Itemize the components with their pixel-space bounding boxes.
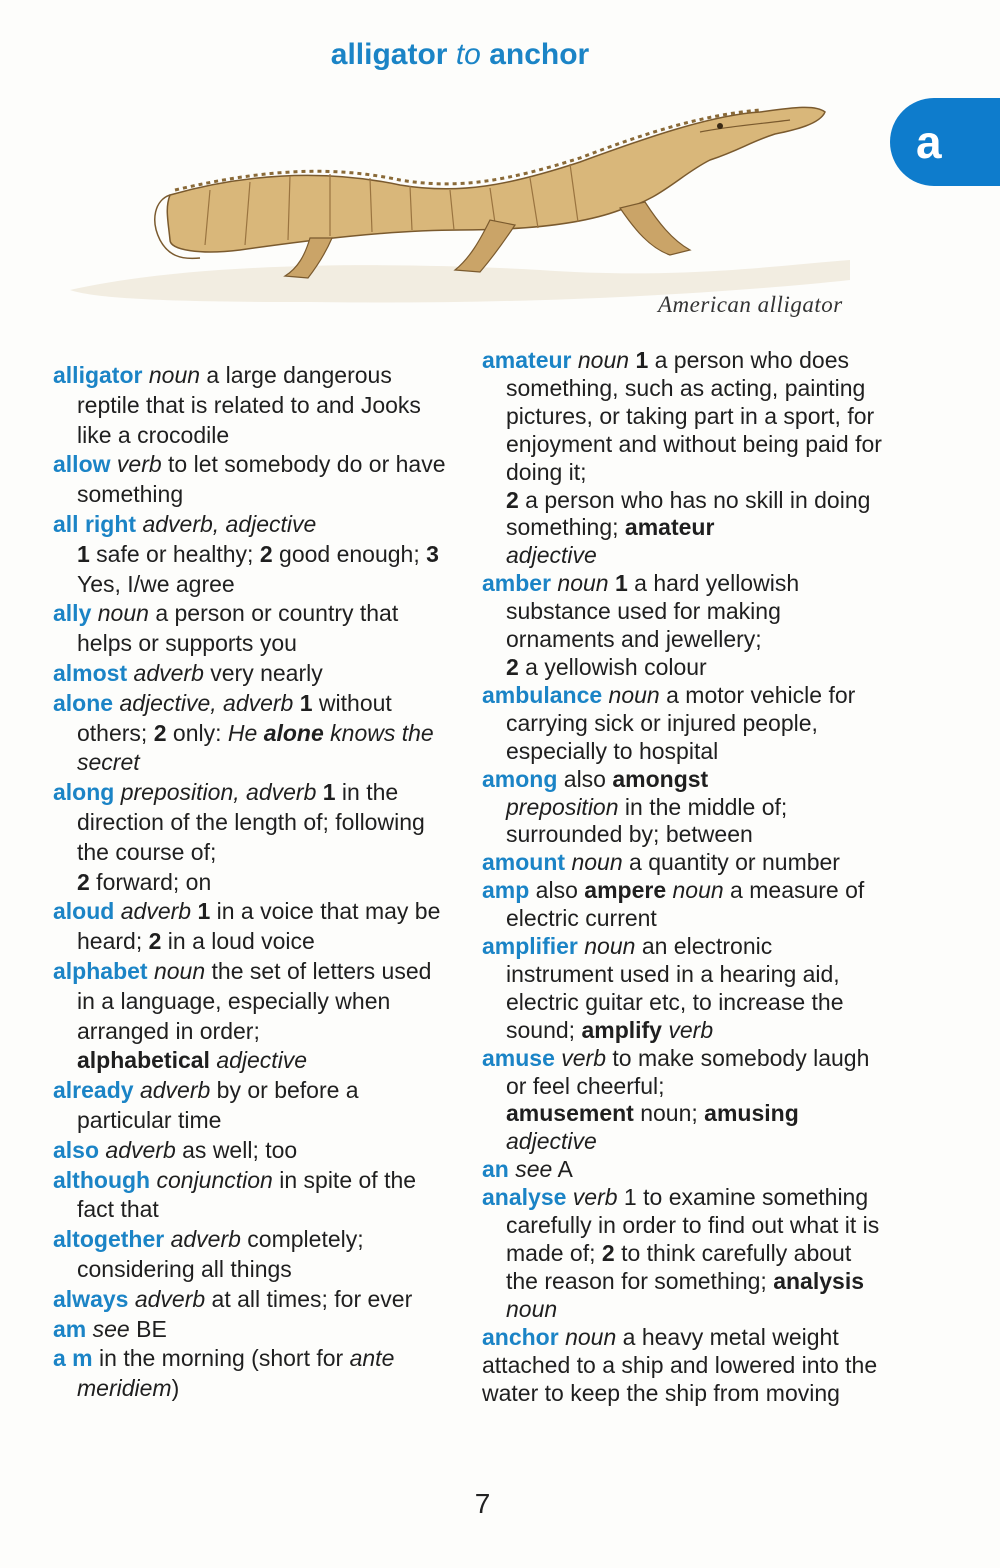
headword: all right	[53, 510, 137, 537]
part-of-speech: noun	[147, 957, 206, 984]
part-of-speech: verb	[566, 1184, 618, 1211]
dictionary-entry	[53, 1166, 453, 1226]
part-of-speech: adverb	[114, 898, 192, 925]
part-of-speech: verb	[661, 1016, 714, 1043]
definition-text: noun;	[633, 1100, 705, 1127]
example-text: He	[227, 719, 264, 746]
headword: amp	[482, 877, 530, 904]
headword: aloud	[53, 898, 115, 925]
definition-text: only:	[166, 719, 228, 746]
headword: alligator	[53, 362, 143, 388]
example-emphasis: alone	[263, 719, 324, 746]
definition-text: in a loud voice	[161, 928, 315, 955]
bold-term: 1	[322, 779, 336, 806]
definition-text: a yellowish colour	[518, 653, 707, 680]
definition-text: in a voice that may be heard;	[77, 898, 441, 955]
part-of-speech: noun	[558, 1323, 617, 1350]
headword: already	[53, 1077, 134, 1104]
bold-term: amplify	[581, 1016, 662, 1043]
bold-term: amusement	[506, 1100, 634, 1127]
part-of-speech: noun	[666, 877, 724, 904]
part-of-speech: noun	[506, 1295, 558, 1322]
definition-text: a motor vehicle for carrying sick or injured people, especially to hospital	[506, 681, 856, 764]
illustration-caption: American alligator	[658, 292, 843, 317]
definition-text: 1 to examine something carefully in order to find out what it is made of;	[506, 1184, 880, 1266]
definition-text: forward; on	[89, 868, 212, 895]
bold-term: 3	[426, 540, 439, 567]
bold-term: 1	[77, 540, 90, 567]
dictionary-entry	[482, 682, 882, 766]
part-of-speech: adverb	[99, 1136, 176, 1163]
part-of-speech: preposition, adverb	[114, 779, 317, 806]
headword: almost	[53, 659, 128, 686]
dictionary-entry	[53, 689, 453, 778]
definition-text: a large dangerous reptile that is related to and Jooks like a crocodile	[77, 362, 421, 448]
headword: alphabet	[53, 957, 148, 984]
part-of-speech: adverb	[128, 1285, 206, 1312]
bold-term: ampere	[584, 877, 667, 904]
definition-text: in spite of the fact that	[77, 1166, 417, 1223]
definition-text: as well; too	[175, 1136, 298, 1163]
bold-term: amongst	[612, 765, 709, 792]
bold-term: 2	[601, 1240, 615, 1266]
bold-term: analysis	[773, 1267, 865, 1294]
bold-term: 2	[153, 719, 167, 746]
definition-text: )	[171, 1375, 180, 1402]
part-of-speech: noun	[91, 600, 149, 627]
definition-text: a hard yellowish substance used for making ornaments and jewellery;	[506, 570, 800, 653]
definition-text: a quantity or number	[622, 849, 840, 876]
dictionary-entry	[53, 1076, 453, 1136]
bold-term: 1	[197, 898, 211, 925]
definition-text: at all times; for ever	[205, 1285, 413, 1312]
definition-text: to think carefully about the reason for something;	[506, 1240, 852, 1294]
bold-term: 2	[259, 540, 273, 567]
definition-text: in the morning (short for	[92, 1345, 350, 1372]
dictionary-entry	[482, 849, 882, 877]
headword: ally	[53, 600, 92, 627]
headword: also	[53, 1136, 100, 1163]
example-text: knows the secret	[77, 719, 434, 776]
headword: amuse	[482, 1044, 555, 1071]
definition-text: BE	[129, 1315, 167, 1342]
dictionary-entry	[482, 766, 882, 850]
definition-text: without others;	[77, 689, 392, 746]
part-of-speech: noun	[571, 347, 630, 373]
headword: allow	[53, 451, 111, 478]
definition-text: Yes, I/we agree	[77, 570, 235, 597]
part-of-speech: adjective	[506, 542, 597, 569]
dictionary-entry	[482, 570, 882, 682]
definition-text: by or before a particular time	[77, 1077, 359, 1133]
dictionary-entry	[53, 1136, 453, 1166]
definition-text: a heavy metal weight attached to a ship and lowered into the water to keep the ship from moving	[482, 1323, 878, 1406]
definition-text: completely; considering all things	[77, 1226, 364, 1282]
part-of-speech: adjective	[506, 1128, 597, 1155]
dictionary-entry	[482, 1156, 882, 1184]
part-of-speech: adjective, adverb	[113, 689, 294, 716]
dictionary-entry	[482, 347, 882, 570]
dictionary-entry	[53, 957, 453, 1076]
bold-term: 2	[506, 653, 519, 680]
definition-text: in the direction of the length of; following the course of;	[77, 779, 425, 865]
letter-tab	[890, 98, 1000, 186]
dictionary-entry	[482, 877, 882, 933]
headword: amount	[482, 849, 566, 876]
part-of-speech: verb	[554, 1044, 607, 1071]
bold-term: 1	[299, 689, 313, 716]
definition-text: the set of letters used in a language, especially when arranged in order;	[77, 957, 432, 1044]
example-text: ante meridiem	[77, 1345, 395, 1402]
definition-text: also	[529, 877, 585, 904]
title-start: alligator	[330, 38, 448, 71]
bold-term: 2	[506, 486, 519, 513]
headword: a m	[53, 1345, 93, 1372]
headword: am	[53, 1315, 87, 1342]
dictionary-entry	[482, 933, 882, 1045]
bold-term: 2	[148, 928, 162, 955]
part-of-speech: conjunction	[150, 1166, 273, 1193]
dictionary-entry	[53, 1285, 453, 1315]
entries-column-left	[53, 361, 453, 1404]
dictionary-entry	[53, 361, 453, 450]
headword: an	[482, 1156, 509, 1183]
alligator-illustration	[60, 90, 860, 315]
part-of-speech: noun	[565, 849, 623, 876]
definition-text: in the middle of; surrounded by; between	[506, 793, 788, 848]
definition-text: to make somebody laugh or feel cheerful;	[506, 1044, 870, 1099]
part-of-speech: preposition	[506, 793, 619, 820]
title-to: to	[455, 38, 481, 71]
headword: amateur	[482, 347, 572, 373]
bold-term: amusing	[704, 1100, 799, 1127]
dictionary-entry	[53, 897, 453, 957]
headword: although	[53, 1166, 151, 1193]
definition-text: good enough;	[272, 540, 427, 567]
part-of-speech: noun	[577, 933, 636, 960]
part-of-speech: noun	[551, 570, 609, 597]
bold-term: 2	[77, 868, 90, 895]
headword: alone	[53, 689, 114, 716]
headword: always	[53, 1285, 129, 1312]
headword: ambulance	[482, 681, 603, 708]
headword: amplifier	[482, 933, 578, 960]
dictionary-entry	[53, 450, 453, 510]
dictionary-entry	[482, 1184, 882, 1324]
dictionary-entry	[53, 778, 453, 897]
part-of-speech: see	[508, 1156, 553, 1183]
definition-text: safe or healthy;	[89, 540, 260, 567]
definition-text: a person who has no skill in doing something;	[506, 486, 871, 541]
tab-letter: a	[916, 116, 942, 168]
definition-text: A	[552, 1156, 573, 1183]
part-of-speech: adjective	[209, 1047, 308, 1074]
definition-text: an electronic instrument used in a hearing aid, electric guitar etc, to increase the sound;	[506, 933, 844, 1043]
bold-term: 1	[615, 570, 628, 597]
part-of-speech: adverb	[133, 1077, 211, 1104]
dictionary-entry	[53, 510, 453, 599]
definition-text: to let somebody do or have something	[77, 451, 446, 508]
part-of-speech: see	[86, 1315, 130, 1342]
headword: among	[482, 765, 558, 792]
dictionary-entry	[482, 1045, 882, 1157]
dictionary-entry	[53, 1225, 453, 1285]
bold-term: 1	[635, 347, 649, 373]
dictionary-entry	[482, 1324, 882, 1408]
part-of-speech: noun	[142, 362, 201, 388]
headword: altogether	[53, 1226, 165, 1253]
part-of-speech: adverb, adjective	[136, 510, 317, 537]
part-of-speech: noun	[602, 681, 660, 708]
headword: along	[53, 779, 115, 806]
part-of-speech: verb	[110, 451, 162, 478]
part-of-speech: adverb	[127, 659, 204, 686]
definition-text: very nearly	[203, 659, 323, 686]
page-number: 7	[474, 1488, 491, 1519]
headword: amber	[482, 570, 552, 597]
title-end: anchor	[489, 38, 590, 71]
entries-column-right	[482, 347, 882, 1407]
bold-term: alphabetical	[77, 1047, 210, 1074]
dictionary-entry	[53, 1315, 453, 1345]
dictionary-entry	[53, 1344, 453, 1404]
headword: anchor	[482, 1323, 559, 1350]
headword: analyse	[482, 1184, 567, 1211]
definition-text: a measure of electric current	[506, 877, 865, 932]
part-of-speech: adverb	[164, 1226, 241, 1253]
definition-text: a person who does something, such as acting, painting pictures, or taking part in a sport, for enjoyment and without being paid for doing it;	[506, 347, 882, 485]
dictionary-entry	[53, 659, 453, 689]
definition-text: a person or country that helps or supports you	[77, 600, 399, 657]
dictionary-entry	[53, 599, 453, 659]
page-title	[0, 38, 920, 72]
bold-term: amateur	[624, 514, 715, 541]
definition-text: also	[557, 765, 613, 792]
